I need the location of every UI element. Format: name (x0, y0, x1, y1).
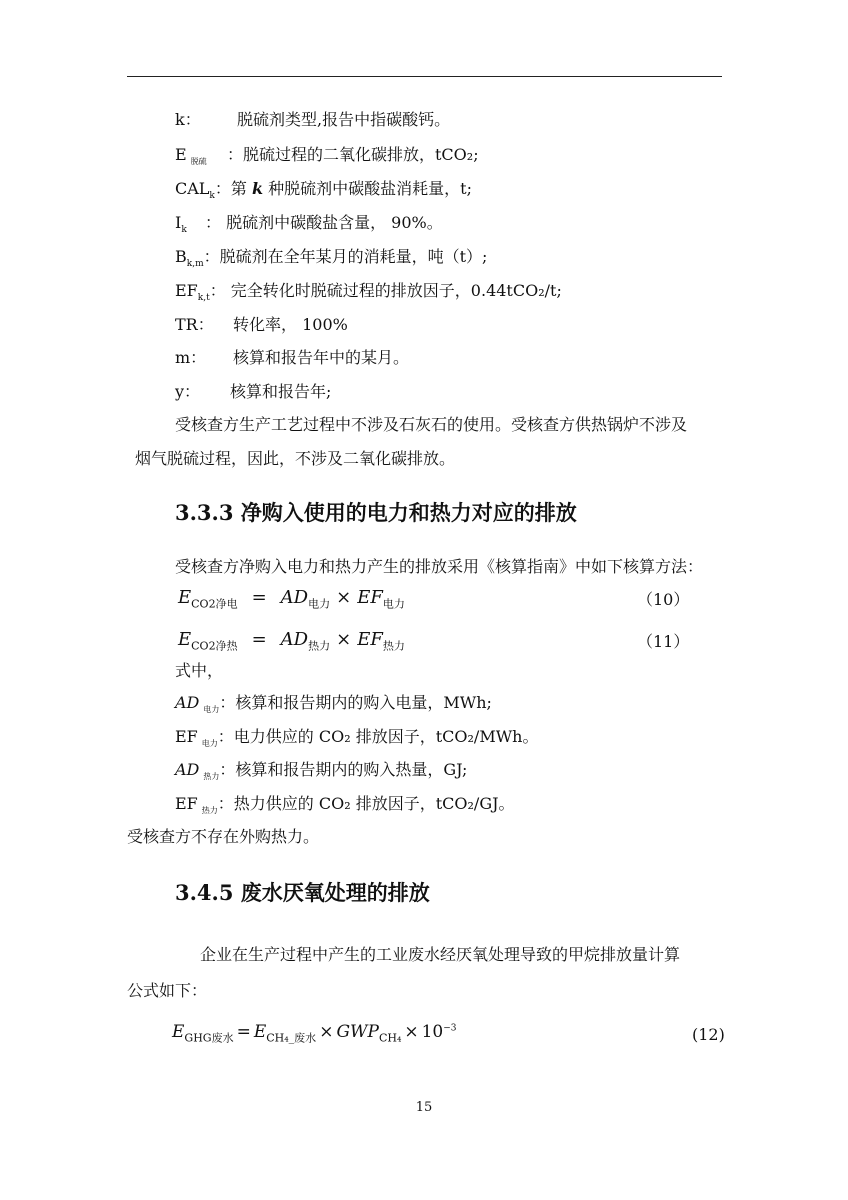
def-term-sub: 电力 (203, 705, 220, 715)
def-tr (175, 315, 348, 335)
def-term: EF (175, 727, 198, 746)
formula-lhs: E (172, 1022, 185, 1042)
def-term: AD (175, 693, 200, 712)
formula-ad-sub: 热力 (308, 639, 331, 653)
def-desc: ：电力供应的 CO₂ 排放因子，tCO₂/MWh。 (217, 727, 539, 746)
def-desc: 种脱硫剂中碳酸盐消耗量，t; (263, 179, 472, 198)
formula-ad-sub: 电力 (308, 597, 331, 611)
paragraph-line: 受核查方净购入电力和热力产生的排放采用《核算指南》中如下核算方法： (175, 557, 704, 576)
def-ad-heat (175, 760, 467, 780)
def-term-sub: k,m (186, 259, 204, 270)
def-desc: 核算和报告年; (230, 382, 332, 401)
section-heading-345: 3.4.5 废水厌氧处理的排放 (175, 880, 430, 905)
paragraph-line: 受核查方不存在外购热力。 (127, 827, 320, 846)
times-sign: × (336, 629, 352, 650)
def-desc: ：第 (214, 179, 252, 198)
formula-lhs-sub: CO2净热 (191, 639, 238, 653)
def-ef-heat (175, 794, 515, 814)
def-desc: ： 完全转化时脱硫过程的排放因子，0.44tCO₂/t; (209, 281, 562, 300)
formula-ef: EF (357, 587, 383, 608)
def-desc: 核算和报告年中的某月。 (233, 348, 410, 367)
def-ik (175, 213, 443, 236)
def-term-sub: 脱硫 (190, 157, 207, 167)
times-sign: × (319, 1022, 334, 1042)
def-term-sub: 电力 (201, 739, 218, 749)
def-desc: ： 脱硫剂中碳酸盐含量， 90%。 (205, 213, 443, 232)
paragraph-line: 受核查方生产工艺过程中不涉及石灰石的使用。受核查方供热锅炉不涉及 (175, 415, 688, 434)
def-term: E (175, 145, 187, 164)
def-desc: ：脱硫过程的二氧化碳排放，tCO₂; (227, 145, 479, 164)
where-label: 式中， (175, 661, 224, 680)
equals-sign: = (236, 1022, 251, 1042)
def-m (175, 348, 410, 368)
def-term-sub: 热力 (201, 806, 218, 816)
paragraph-line: 公式如下： (127, 981, 208, 1000)
def-term: CAL (175, 179, 210, 198)
def-desc: ：热力供应的 CO₂ 排放因子，tCO₂/GJ。 (217, 794, 515, 813)
formula-rhs-e: E (253, 1022, 267, 1042)
def-term: k： (175, 110, 201, 129)
def-term: m： (175, 348, 207, 367)
formula-ef-sub: 电力 (382, 597, 405, 611)
def-term-sub: k (209, 191, 215, 202)
def-term: EF (175, 281, 198, 300)
def-term: y： (175, 382, 201, 401)
formula-lhs-sub: CO2净电 (191, 597, 238, 611)
formula-pow-exp: −3 (443, 1023, 457, 1034)
def-cal (175, 179, 472, 202)
formula-ef-sub: 热力 (382, 639, 405, 653)
def-desc: 脱硫剂类型,报告中指碳酸钙。 (237, 110, 451, 129)
def-desc: ：核算和报告期内的购入电量，MWh; (219, 693, 492, 712)
def-efkt (175, 281, 562, 304)
def-desc: ：脱硫剂在全年某月的消耗量，吨（t）; (203, 247, 488, 266)
formula-10 (178, 586, 405, 610)
def-desc: 转化率， 100% (233, 315, 348, 334)
equation-number: （10） (637, 590, 690, 609)
section-heading-333: 3.3.3 净购入使用的电力和热力对应的排放 (175, 500, 577, 525)
formula-ad: AD (280, 587, 309, 608)
def-ef-power (175, 727, 538, 747)
def-bkm (175, 247, 488, 270)
def-term: B (175, 247, 187, 266)
formula-11 (178, 628, 405, 652)
def-e-desulf (175, 145, 479, 167)
header-rule (127, 76, 722, 77)
times-sign: × (404, 1022, 419, 1042)
def-term: EF (175, 794, 198, 813)
formula-gwp: GWP (336, 1022, 379, 1042)
paragraph-line: 烟气脱硫过程，因此，不涉及二氧化碳排放。 (135, 449, 456, 468)
formula-gwp-sub: CH₄ (378, 1031, 402, 1045)
def-y (175, 382, 332, 402)
def-term-sub: 热力 (203, 772, 220, 782)
equation-number: （11） (637, 632, 690, 651)
def-term: TR： (175, 315, 214, 334)
formula-rhs-e-sub: CH₄_废水 (266, 1031, 317, 1045)
def-term: AD (175, 760, 200, 779)
equals-sign: = (251, 629, 267, 650)
paragraph-line: 企业在生产过程中产生的工业废水经厌氧处理导致的甲烷排放量计算 (200, 945, 681, 964)
def-k (175, 110, 451, 130)
def-term-sub: k (181, 225, 187, 236)
def-term: I (175, 213, 182, 232)
page-number: 15 (415, 1100, 433, 1115)
formula-ad: AD (280, 629, 309, 650)
formula-ef: EF (357, 629, 383, 650)
equation-number: (12) (692, 1025, 725, 1044)
formula-lhs: E (178, 629, 192, 650)
formula-pow-base: 10 (421, 1022, 444, 1042)
def-desc: ：核算和报告期内的购入热量，GJ; (219, 760, 468, 779)
def-ad-power (175, 693, 492, 713)
times-sign: × (336, 587, 352, 608)
formula-12 (172, 1020, 457, 1044)
equals-sign: = (251, 587, 267, 608)
formula-lhs-sub: GHG废水 (184, 1031, 234, 1045)
formula-lhs: E (178, 587, 192, 608)
def-desc-k: k (251, 179, 264, 198)
def-term-sub: k,t (197, 293, 210, 304)
